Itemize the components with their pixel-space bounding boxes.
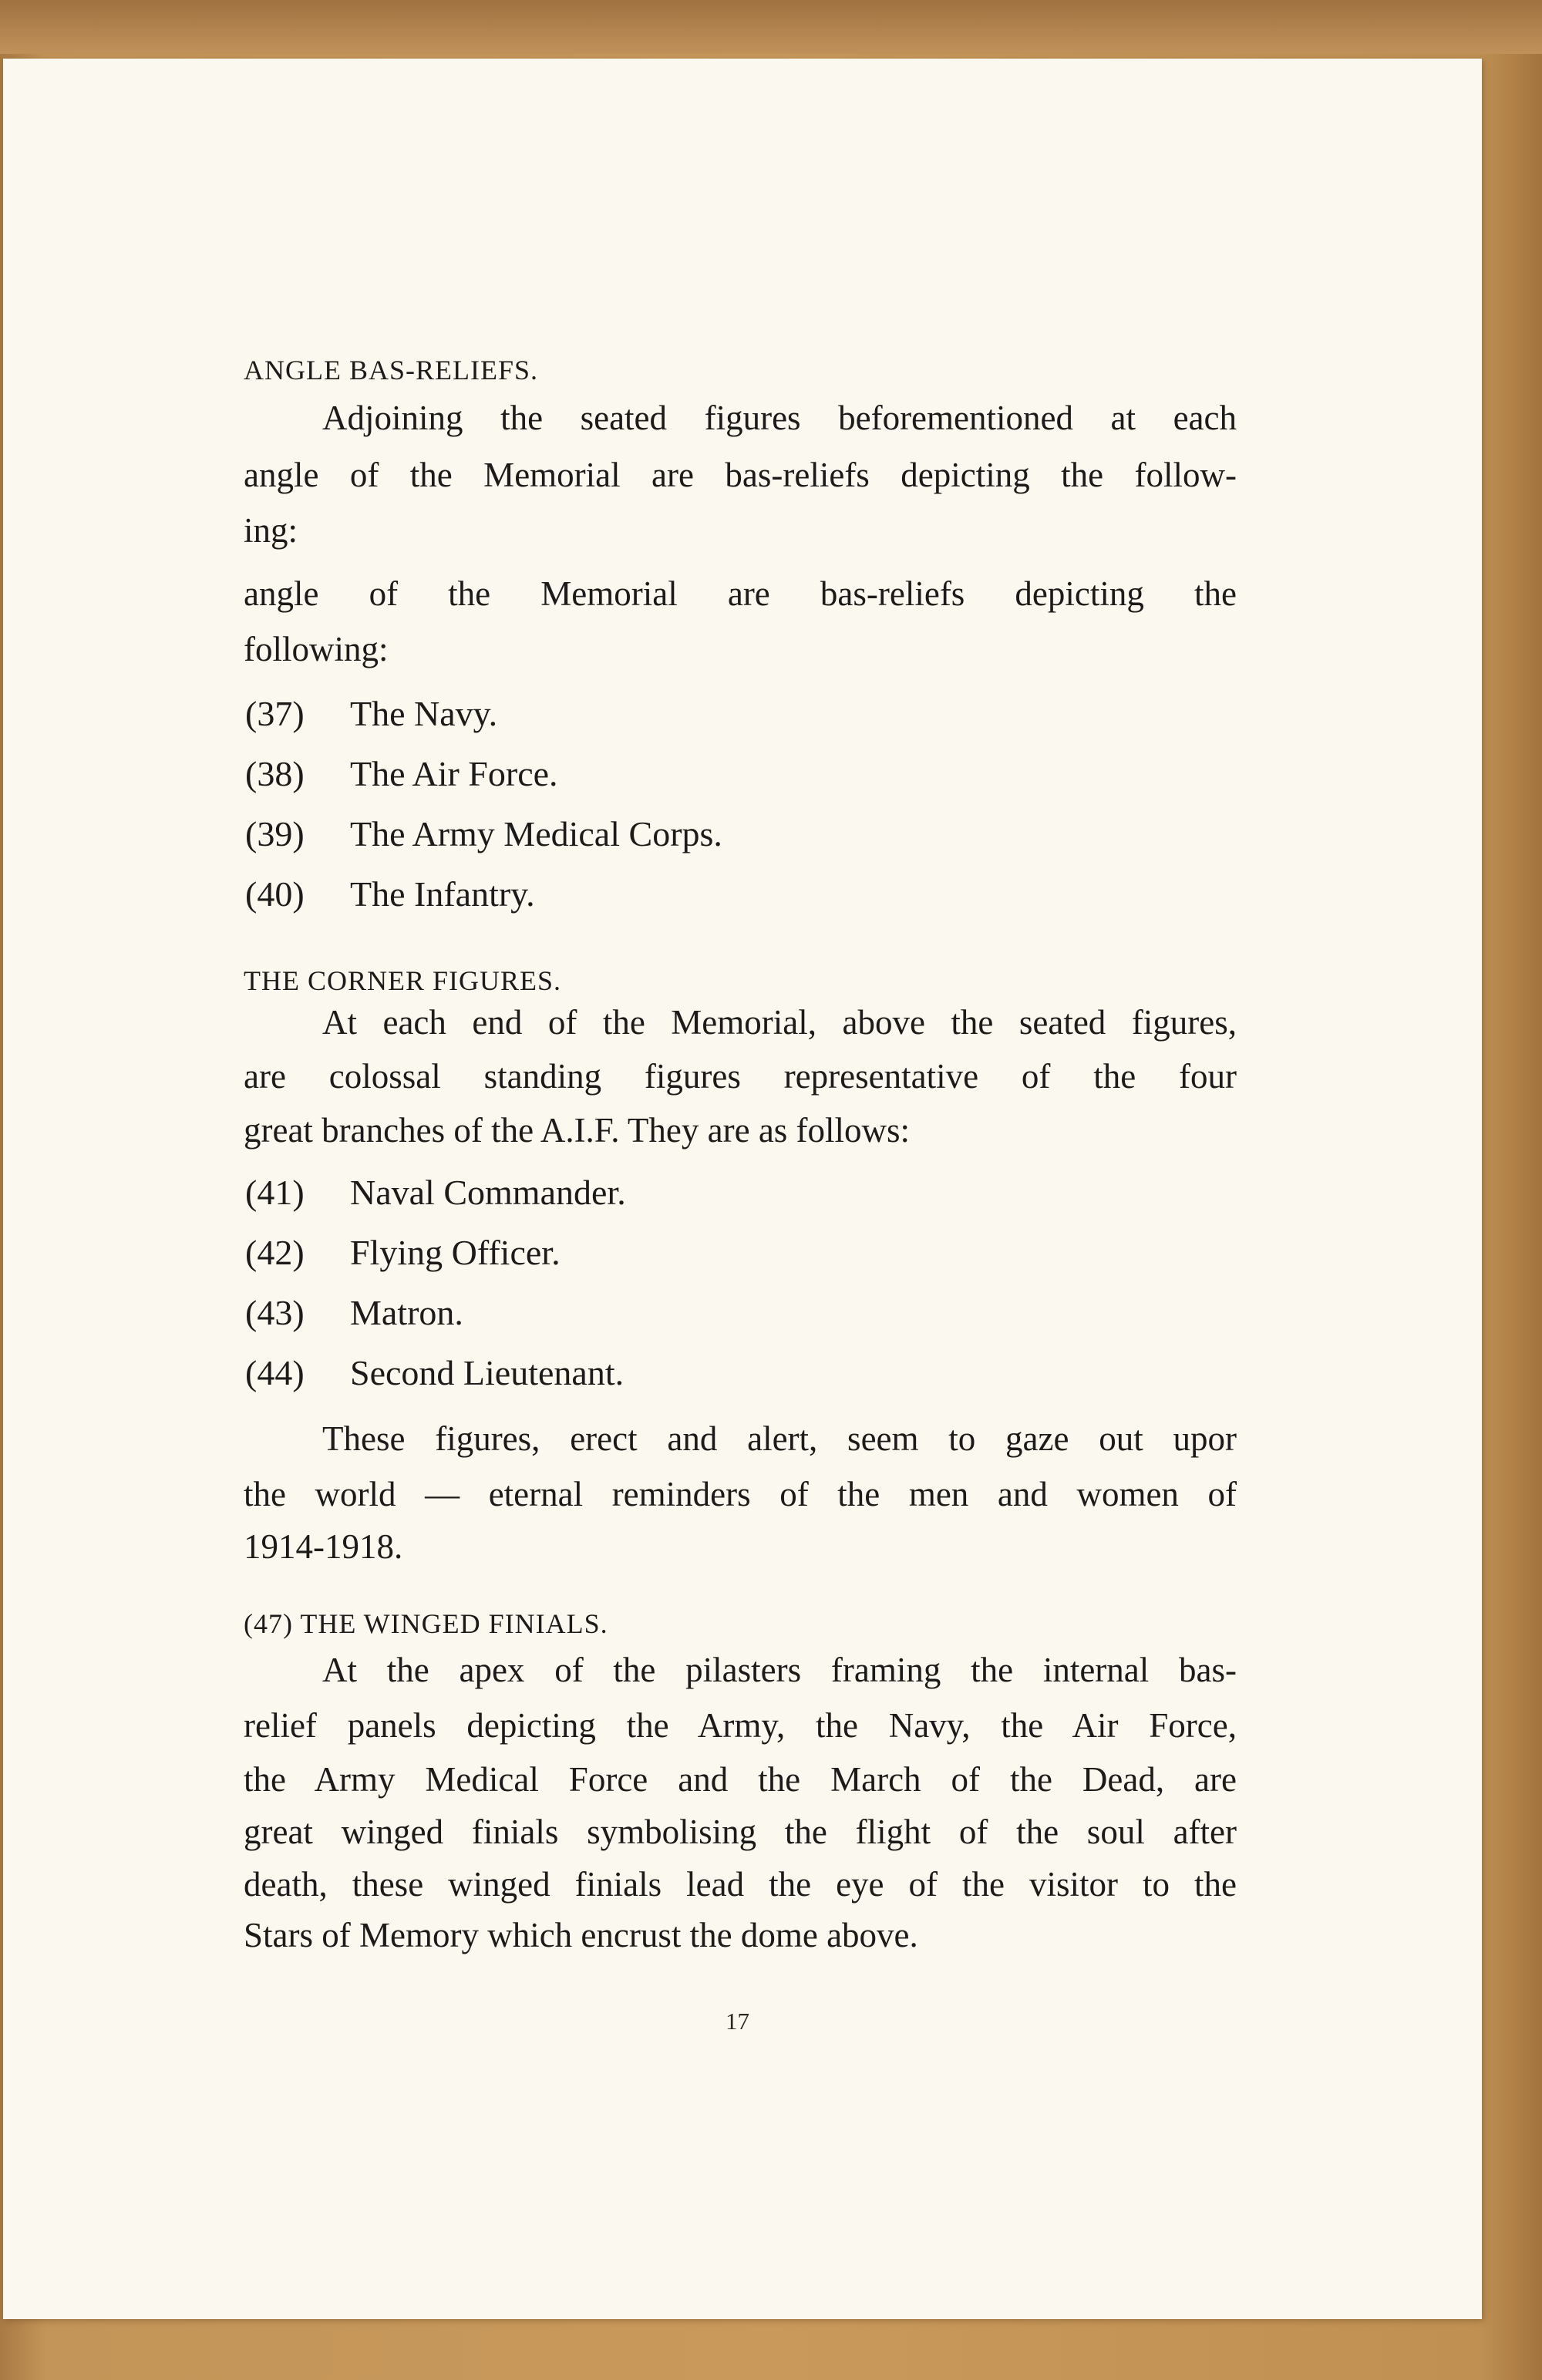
- paragraph-line: great winged finials symbolising the flight of the soul after: [244, 1813, 1237, 1851]
- list-item-number: (37): [245, 694, 305, 733]
- section-heading-angle-bas-reliefs: ANGLE BAS-RELIEFS.: [244, 355, 539, 385]
- paragraph-line: ing:: [244, 511, 298, 550]
- list-item-text: Matron.: [350, 1293, 463, 1332]
- section-heading-winged-finials: (47) THE WINGED FINIALS.: [244, 1608, 608, 1639]
- list-item-text: The Infantry.: [350, 874, 535, 914]
- paragraph-line: are colossal standing figures representative of the four: [244, 1057, 1237, 1096]
- paragraph-line: 1914-1918.: [244, 1527, 403, 1566]
- list-item-text: Flying Officer.: [350, 1233, 561, 1272]
- page: [3, 59, 1482, 2319]
- list-item-number: (41): [245, 1173, 305, 1212]
- paragraph-line: At each end of the Memorial, above the seated figures,: [322, 1003, 1237, 1042]
- paragraph-line: angle of the Memorial are bas-reliefs depicting the: [244, 574, 1237, 613]
- paragraph-line: the world — eternal reminders of the men and women of: [244, 1475, 1237, 1513]
- list-item-text: Naval Commander.: [350, 1173, 626, 1212]
- paragraph-line: death, these winged finials lead the eye of the visitor to the: [244, 1865, 1237, 1904]
- list-item-number: (38): [245, 754, 305, 793]
- paragraph-line: At the apex of the pilasters framing the internal bas-: [322, 1651, 1237, 1689]
- list-item-number: (42): [245, 1233, 305, 1272]
- paragraph-line: the Army Medical Force and the March of the Dead, are: [244, 1760, 1237, 1799]
- list-item-text: Second Lieutenant.: [350, 1353, 625, 1392]
- list-item-text: The Navy.: [350, 694, 498, 733]
- paragraph-line: Stars of Memory which encrust the dome above.: [244, 1916, 918, 1954]
- list-item-number: (44): [245, 1353, 305, 1392]
- paragraph-line: following:: [244, 630, 389, 668]
- list-item-number: (40): [245, 874, 305, 914]
- paragraph-line: great branches of the A.I.F. They are as follows:: [244, 1111, 911, 1150]
- list-item-text: The Air Force.: [350, 754, 558, 793]
- paragraph-line: Adjoining the seated figures beforementioned at each: [322, 399, 1237, 437]
- page-number: 17: [726, 2008, 749, 2035]
- paragraph-line: angle of the Memorial are bas-reliefs depicting the follow-: [244, 456, 1237, 494]
- list-item-text: The Army Medical Corps.: [350, 814, 722, 853]
- paragraph-line: relief panels depicting the Army, the Navy, the Air Force,: [244, 1706, 1237, 1745]
- section-heading-corner-figures: THE CORNER FIGURES.: [244, 965, 562, 996]
- list-item-number: (43): [245, 1293, 305, 1332]
- paragraph-line: These figures, erect and alert, seem to gaze out upor: [322, 1419, 1237, 1458]
- cover-edge: [0, 0, 1542, 54]
- list-item-number: (39): [245, 814, 305, 853]
